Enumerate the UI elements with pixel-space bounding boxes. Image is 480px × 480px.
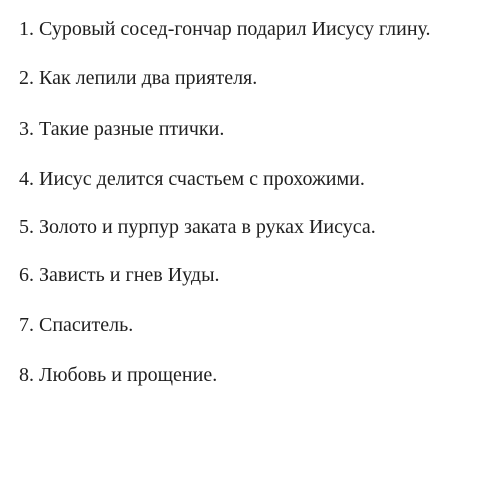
list-item: 3. Такие разные птички. bbox=[19, 118, 225, 140]
list-item: 1. Суровый сосед-гончар подарил Иисусу глину. bbox=[19, 18, 431, 40]
list-item: 7. Спаситель. bbox=[19, 314, 134, 336]
list-item: 8. Любовь и прощение. bbox=[19, 364, 218, 386]
list-item: 5. Золото и пурпур заката в руках Иисуса. bbox=[19, 216, 376, 238]
list-item: 2. Как лепили два приятеля. bbox=[19, 67, 258, 89]
list-item: 6. Зависть и гнев Иуды. bbox=[19, 264, 220, 286]
list-item: 4. Иисус делится счастьем с прохожими. bbox=[19, 168, 365, 190]
